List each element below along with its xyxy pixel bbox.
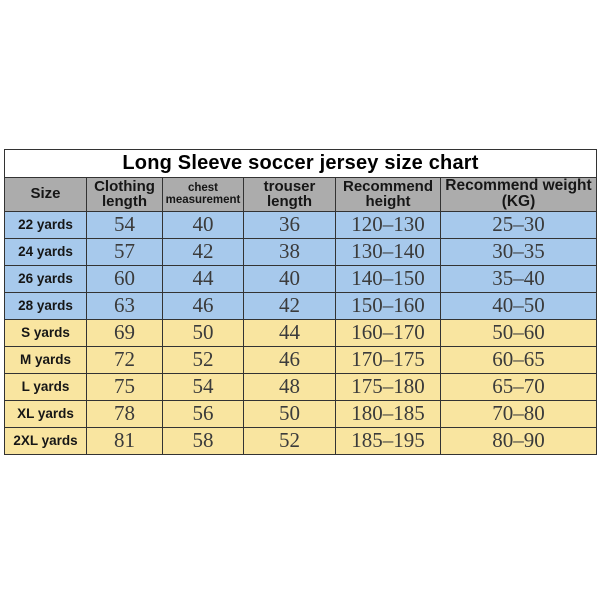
- table-row: [5, 292, 597, 319]
- table-row: [5, 319, 597, 346]
- size-cell: 24 yards: [5, 238, 87, 265]
- value-cell: 42: [163, 238, 244, 265]
- value-cell: 60: [87, 265, 163, 292]
- header-row: [5, 178, 597, 212]
- value-cell: 38: [244, 238, 336, 265]
- table-row: [5, 238, 597, 265]
- size-cell: 26 yards: [5, 265, 87, 292]
- value-cell: 40–50: [441, 292, 597, 319]
- value-cell: 30–35: [441, 238, 597, 265]
- table-row: [5, 373, 597, 400]
- value-cell: 120–130: [336, 211, 441, 238]
- value-cell: 185–195: [336, 427, 441, 454]
- column-header-recommend-weight: Recommend weight (KG): [441, 178, 597, 212]
- table-row: [5, 427, 597, 454]
- value-cell: 50: [244, 400, 336, 427]
- value-cell: 75: [87, 373, 163, 400]
- value-cell: 69: [87, 319, 163, 346]
- size-cell: XL yards: [5, 400, 87, 427]
- size-chart-table: [4, 149, 597, 455]
- value-cell: 50: [163, 319, 244, 346]
- size-cell: S yards: [5, 319, 87, 346]
- column-header-clothing-length: Clothing length: [87, 178, 163, 212]
- value-cell: 65–70: [441, 373, 597, 400]
- value-cell: 78: [87, 400, 163, 427]
- value-cell: 81: [87, 427, 163, 454]
- size-cell: L yards: [5, 373, 87, 400]
- value-cell: 80–90: [441, 427, 597, 454]
- value-cell: 46: [163, 292, 244, 319]
- value-cell: 58: [163, 427, 244, 454]
- table-row: [5, 211, 597, 238]
- value-cell: 70–80: [441, 400, 597, 427]
- table-row: [5, 265, 597, 292]
- value-cell: 42: [244, 292, 336, 319]
- value-cell: 50–60: [441, 319, 597, 346]
- value-cell: 46: [244, 346, 336, 373]
- value-cell: 35–40: [441, 265, 597, 292]
- value-cell: 170–175: [336, 346, 441, 373]
- size-cell: 22 yards: [5, 211, 87, 238]
- value-cell: 56: [163, 400, 244, 427]
- value-cell: 180–185: [336, 400, 441, 427]
- size-cell: 2XL yards: [5, 427, 87, 454]
- value-cell: 150–160: [336, 292, 441, 319]
- value-cell: 48: [244, 373, 336, 400]
- title-row: [5, 150, 597, 178]
- value-cell: 175–180: [336, 373, 441, 400]
- column-header-trouser-length: trouser length: [244, 178, 336, 212]
- value-cell: 25–30: [441, 211, 597, 238]
- value-cell: 44: [244, 319, 336, 346]
- value-cell: 44: [163, 265, 244, 292]
- value-cell: 130–140: [336, 238, 441, 265]
- size-cell: M yards: [5, 346, 87, 373]
- value-cell: 57: [87, 238, 163, 265]
- value-cell: 54: [163, 373, 244, 400]
- value-cell: 36: [244, 211, 336, 238]
- column-header-chest-measurement: chest measurement: [163, 178, 244, 212]
- value-cell: 54: [87, 211, 163, 238]
- value-cell: 52: [244, 427, 336, 454]
- value-cell: 160–170: [336, 319, 441, 346]
- value-cell: 63: [87, 292, 163, 319]
- size-cell: 28 yards: [5, 292, 87, 319]
- column-header-recommend-height: Recommend height: [336, 178, 441, 212]
- value-cell: 72: [87, 346, 163, 373]
- table-row: [5, 400, 597, 427]
- table-title: Long Sleeve soccer jersey size chart: [5, 150, 597, 178]
- value-cell: 60–65: [441, 346, 597, 373]
- value-cell: 140–150: [336, 265, 441, 292]
- column-header-size: Size: [5, 178, 87, 212]
- value-cell: 52: [163, 346, 244, 373]
- table-row: [5, 346, 597, 373]
- value-cell: 40: [163, 211, 244, 238]
- value-cell: 40: [244, 265, 336, 292]
